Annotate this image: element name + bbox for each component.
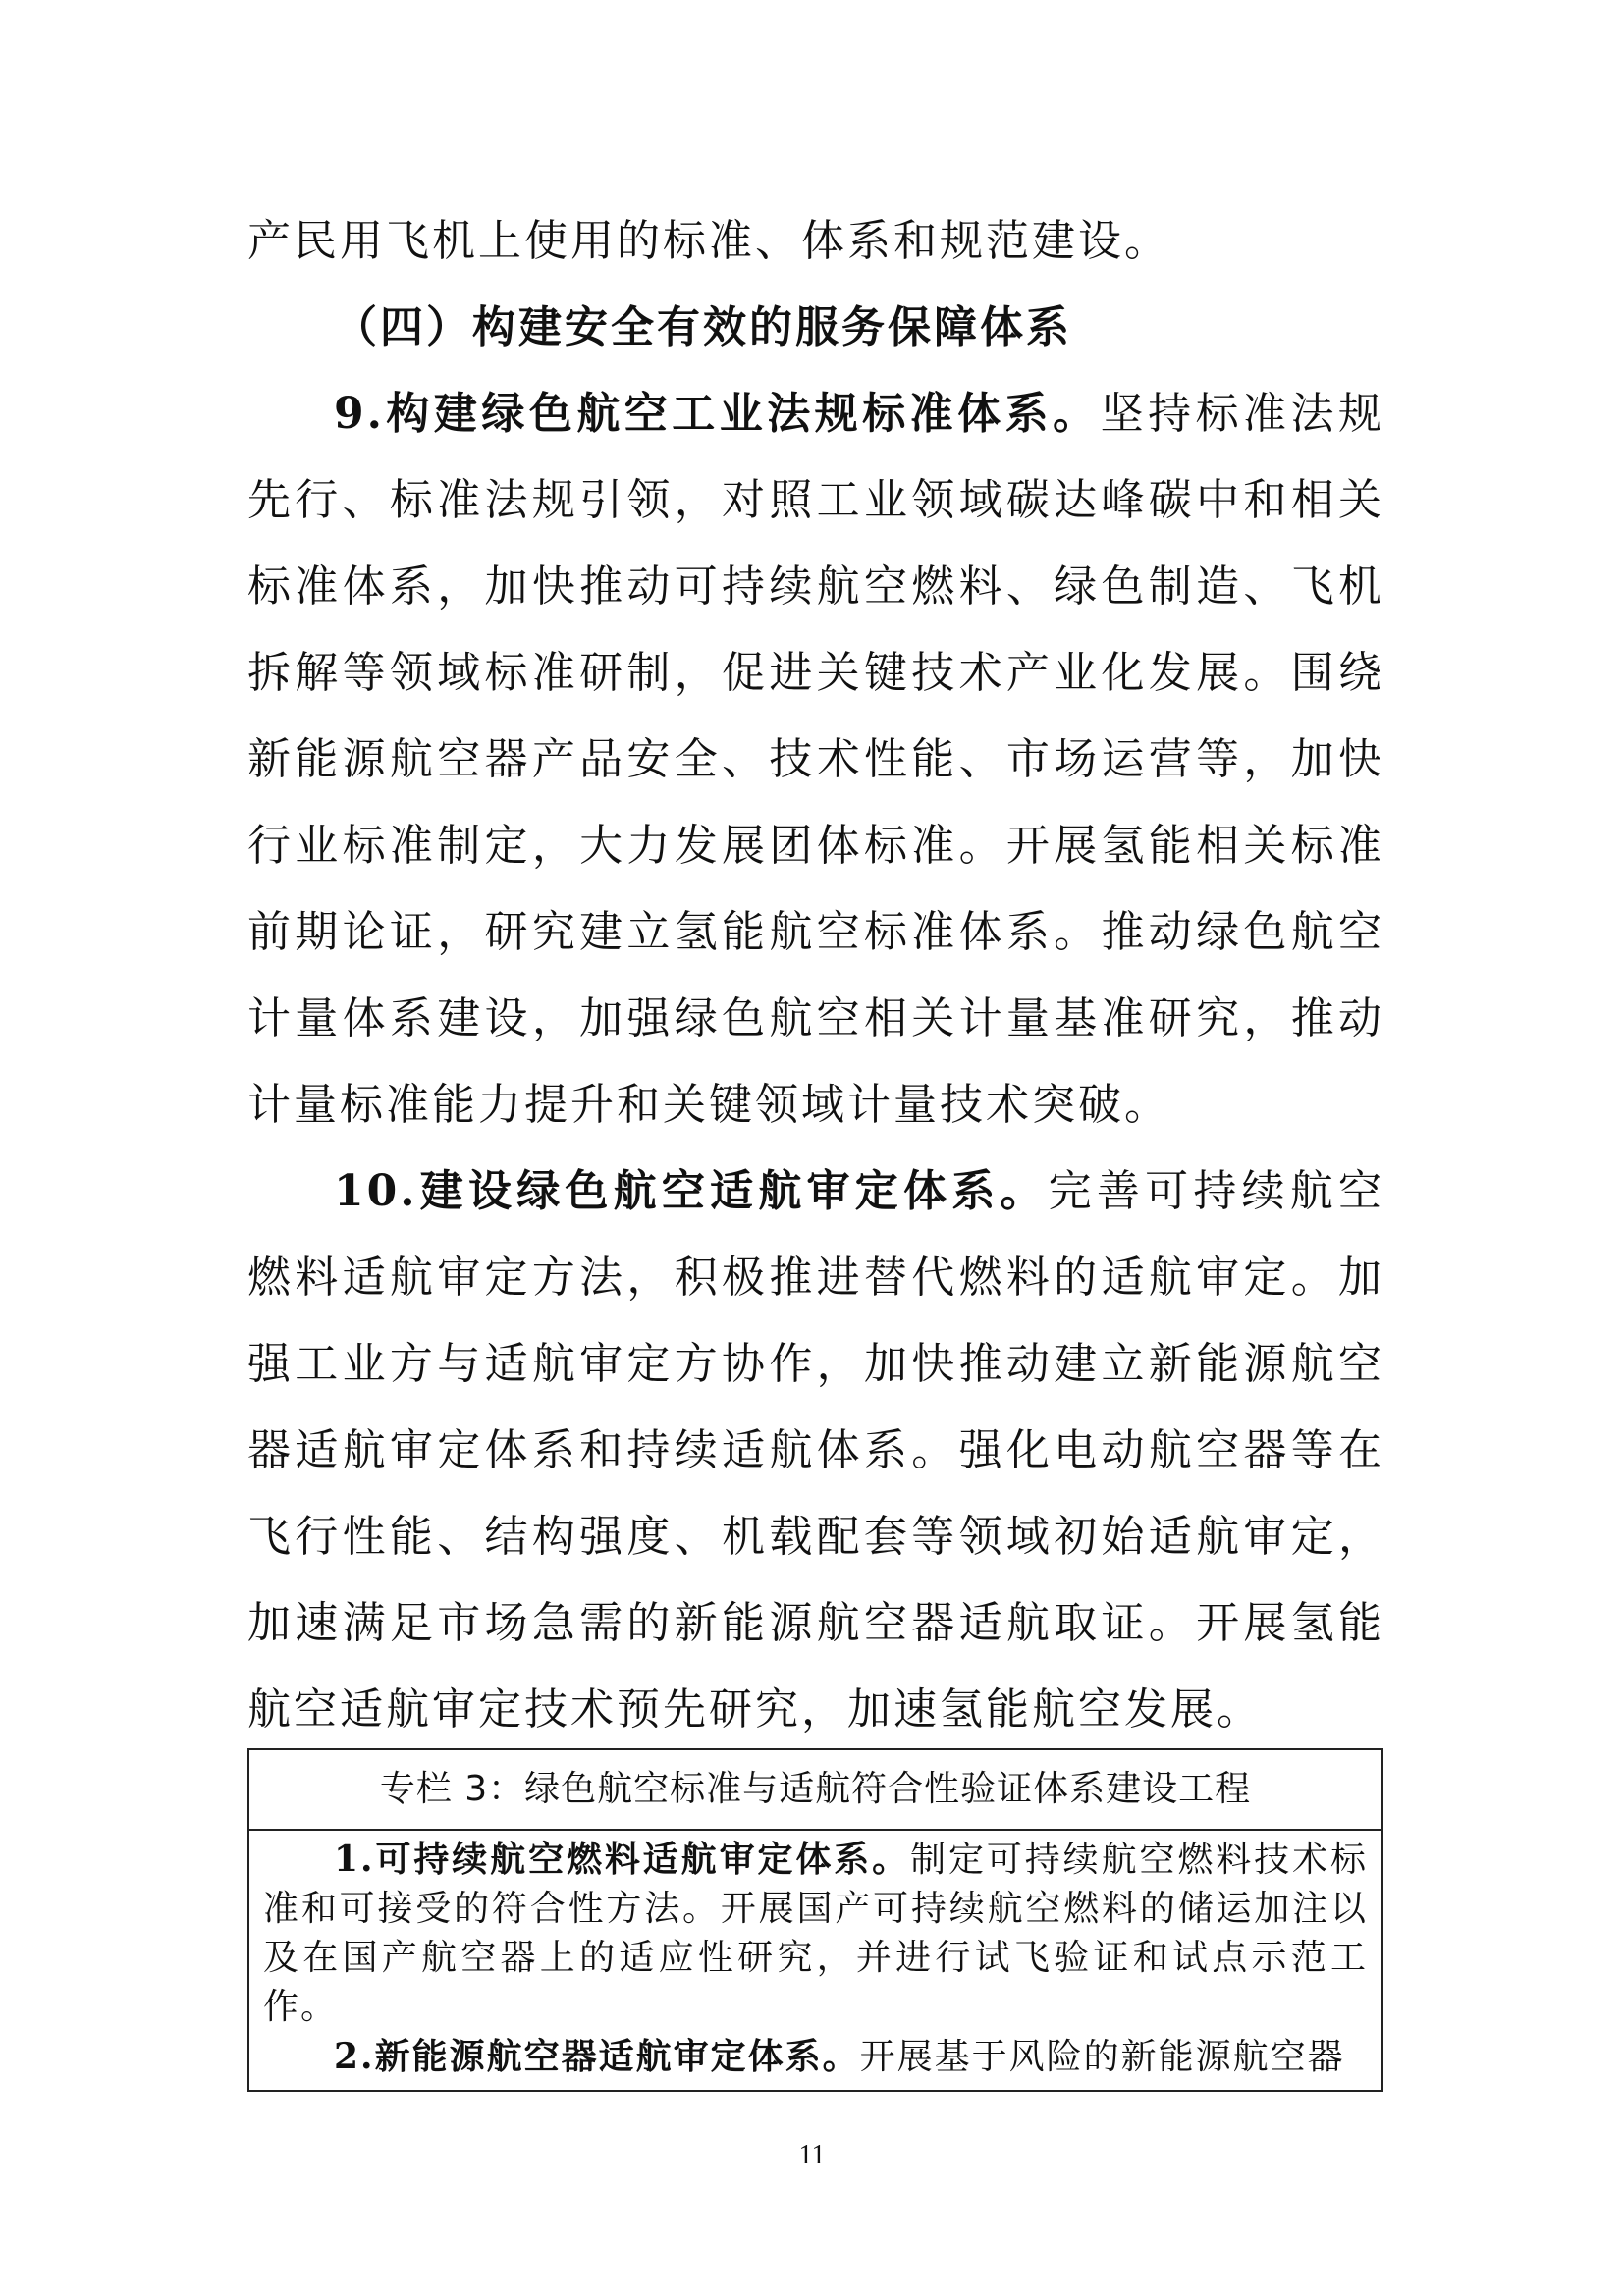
section-heading: （四）构建安全有效的服务保障体系 <box>334 302 1072 352</box>
item-9-body: 坚持标准法规先行、标准法规引领，对照工业领域碳达峰碳中和相关标准体系，加快推动可持续航空燃料、绿色制造、飞机拆解等领域标准研制，促进关键技术产业化发展。围绕新能源航空器产品安全、技术性能、市场运营等，加快行业标准制定，大力发展团体标准。开展氢能相关标准前期论证，研究建立氢能航空标准体系。推动绿色航空计量体系建设，加强绿色航空相关计量基准研究，推动计量标准能力提升和关键领域计量技术突破。 <box>247 389 1385 1130</box>
column-item-2-body: 开展基于风险的新能源航空器 <box>859 2037 1345 2077</box>
column-item-1 <box>263 1835 1368 2032</box>
column-body <box>249 1831 1381 2082</box>
column-item-2-lead: 2.新能源航空器适航审定体系。 <box>334 2036 860 2077</box>
column-item-1-lead: 1.可持续航空燃料适航审定体系。 <box>334 1839 911 1880</box>
item-10-body: 完善可持续航空燃料适航审定方法，积极推进替代燃料的适航审定。加强工业方与适航审定方协作，加快推动建立新能源航空器适航审定体系和持续适航体系。强化电动航空器等在飞行性能、结构强度、机载配套等领域初始适航审定，加速满足市场急需的新能源航空器适航取证。开展氢能航空适航审定技术预先研究，加速氢能航空发展。 <box>247 1166 1384 1735</box>
paragraph-item-9 <box>247 371 1384 1148</box>
item-9-lead: 9.构建绿色航空工业法规标准体系。 <box>334 389 1101 439</box>
column-title: 专栏 3：绿色航空标准与适航符合性验证体系建设工程 <box>249 1750 1381 1831</box>
page-number: 11 <box>798 2140 826 2170</box>
main-text <box>247 198 1384 1753</box>
column-item-2 <box>263 2032 1368 2082</box>
paragraph-continued: 产民用飞机上使用的标准、体系和规范建设。 <box>247 216 1170 266</box>
column-box <box>247 1748 1383 2092</box>
column-item-1-body: 制定可持续航空燃料技术标准和可接受的符合性方法。开展国产可持续航空燃料的储运加注以及在国产航空器上的适应性研究，并进行试飞验证和试点示范工作。 <box>263 1840 1368 2027</box>
paragraph-item-10 <box>247 1148 1384 1753</box>
item-10-lead: 10.建设绿色航空适航审定体系。 <box>334 1166 1049 1216</box>
